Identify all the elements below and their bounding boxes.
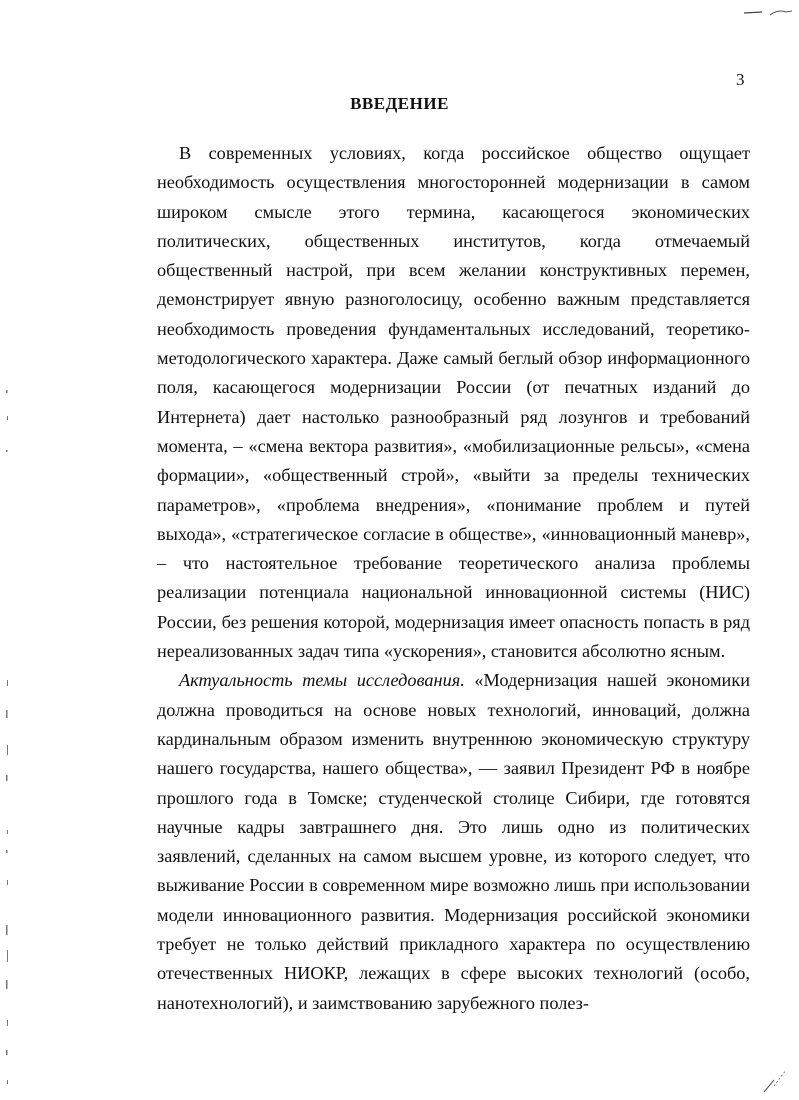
scan-mark-icon — [760, 1066, 790, 1094]
relevance-lead: Актуальность темы исследования. — [179, 670, 465, 691]
page-title: ВВЕДЕНИЕ — [350, 94, 449, 113]
scan-noise-icon — [0, 380, 14, 1100]
scan-mark-icon — [742, 6, 794, 18]
relevance-text: «Модернизация нашей экономики должна проводиться на основе новых технологий, инноваций, должна кардинальным образом изменить внутреннюю экономическую структуру нашего государства, нашего общества», — заявил Президент РФ в ноябре прошлого года в Томске; студенческой столице Сибири, где готовятся научные кадры завтрашнего дня. Это лишь одно из политических заявлений, сделанных на самом высшем уровне, из которого следует, что выживание России в современном мире возможно лишь при использовании модели инновационного развития. Модернизация российской экономики требует не только действий прикладного характера по осуществлению отечественных НИОКР, лежащих в сфере высоких технологий (особо, нанотехнологий), и заимствованию зарубежного полез- — [157, 670, 750, 1013]
page-number: 3 — [736, 70, 745, 89]
paragraph-relevance — [157, 666, 750, 1018]
document-body — [157, 139, 750, 1018]
paragraph-intro: В современных условиях, когда российское общество ощущает необходимость осуществления многосторонней модернизации в самом широком смысле этого термина, касающегося экономических политических, общественных институтов, когда отмечаемый общественный настрой, при всем желании конструктивных перемен, демонстрирует явную разноголосицу, особенно важным представляется необходимость проведения фундаментальных исследований, теоретико-методологического характера. Даже самый беглый обзор информационного поля, касающегося модернизации России (от печатных изданий до Интернета) дает настолько разнообразный ряд лозунгов и требований момента, – «смена вектора развития», «мобилизационные рельсы», «смена формации», «общественный строй», «выйти за пределы технических параметров», «проблема внедрения», «понимание проблем и путей выхода», «стратегическое согласие в обществе», «инновационный маневр», – что настоятельное требование теоретического анализа проблемы реализации потенциала национальной инновационной системы (НИС) России, без решения которой, модернизация имеет опасность попасть в ряд нереализованных задач типа «ускорения», становится абсолютно ясным. — [157, 143, 750, 662]
